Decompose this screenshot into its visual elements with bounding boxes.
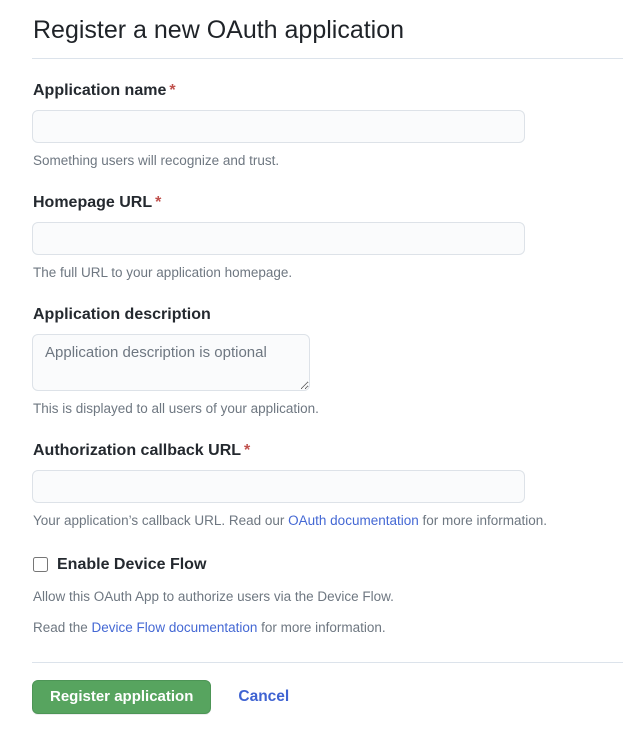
enable-device-flow-label[interactable]: Enable Device Flow: [57, 555, 207, 573]
homepage-url-input[interactable]: [32, 222, 525, 255]
required-asterisk: *: [244, 441, 251, 459]
application-description-textarea[interactable]: [32, 334, 310, 391]
register-application-button[interactable]: Register application: [32, 680, 211, 714]
authorization-callback-url-note: [33, 512, 623, 531]
application-description-group: [32, 305, 623, 419]
required-asterisk: *: [169, 82, 176, 99]
enable-device-flow-checkbox[interactable]: [33, 557, 48, 572]
homepage-url-group: [32, 193, 623, 283]
application-description-note: This is displayed to all users of your application.: [33, 400, 319, 416]
device-flow-docs-line: [33, 619, 623, 638]
enable-device-flow-row: [32, 555, 623, 575]
oauth-documentation-link[interactable]: OAuth documentation: [288, 512, 419, 528]
callback-note-suffix: for more information.: [418, 512, 548, 528]
device-flow-docs-prefix: Read the: [33, 620, 92, 636]
homepage-url-label-text: Homepage URL: [33, 193, 153, 211]
form-actions: [32, 680, 623, 714]
actions-divider: [32, 662, 623, 663]
homepage-url-label: [33, 193, 623, 213]
enable-device-flow-group: [32, 555, 623, 639]
homepage-url-note: The full URL to your application homepage.: [33, 264, 293, 280]
authorization-callback-url-group: [32, 441, 623, 531]
application-name-label-text: Application name: [33, 82, 167, 99]
application-name-note: Something users will recognize and trust.: [33, 153, 280, 168]
device-flow-docs-suffix: for more information.: [257, 620, 386, 636]
cancel-link[interactable]: Cancel: [238, 688, 290, 706]
callback-note-prefix: Your application’s callback URL. Read our: [33, 512, 289, 528]
application-description-label: [33, 305, 623, 325]
page-title: Register a new OAuth application: [33, 16, 405, 44]
authorization-callback-url-input[interactable]: [32, 470, 525, 503]
required-asterisk: *: [155, 193, 162, 211]
application-name-input[interactable]: [32, 110, 525, 143]
authorization-callback-url-label-text: Authorization callback URL: [33, 441, 242, 459]
application-description-label-text: Application description: [33, 305, 211, 323]
device-flow-documentation-link[interactable]: Device Flow documentation: [91, 620, 258, 636]
application-name-group: [32, 81, 623, 171]
title-divider: [32, 58, 623, 59]
authorization-callback-url-label: [33, 441, 623, 461]
device-flow-description: Allow this OAuth App to authorize users via the Device Flow.: [33, 588, 394, 604]
application-name-label: [33, 81, 623, 101]
